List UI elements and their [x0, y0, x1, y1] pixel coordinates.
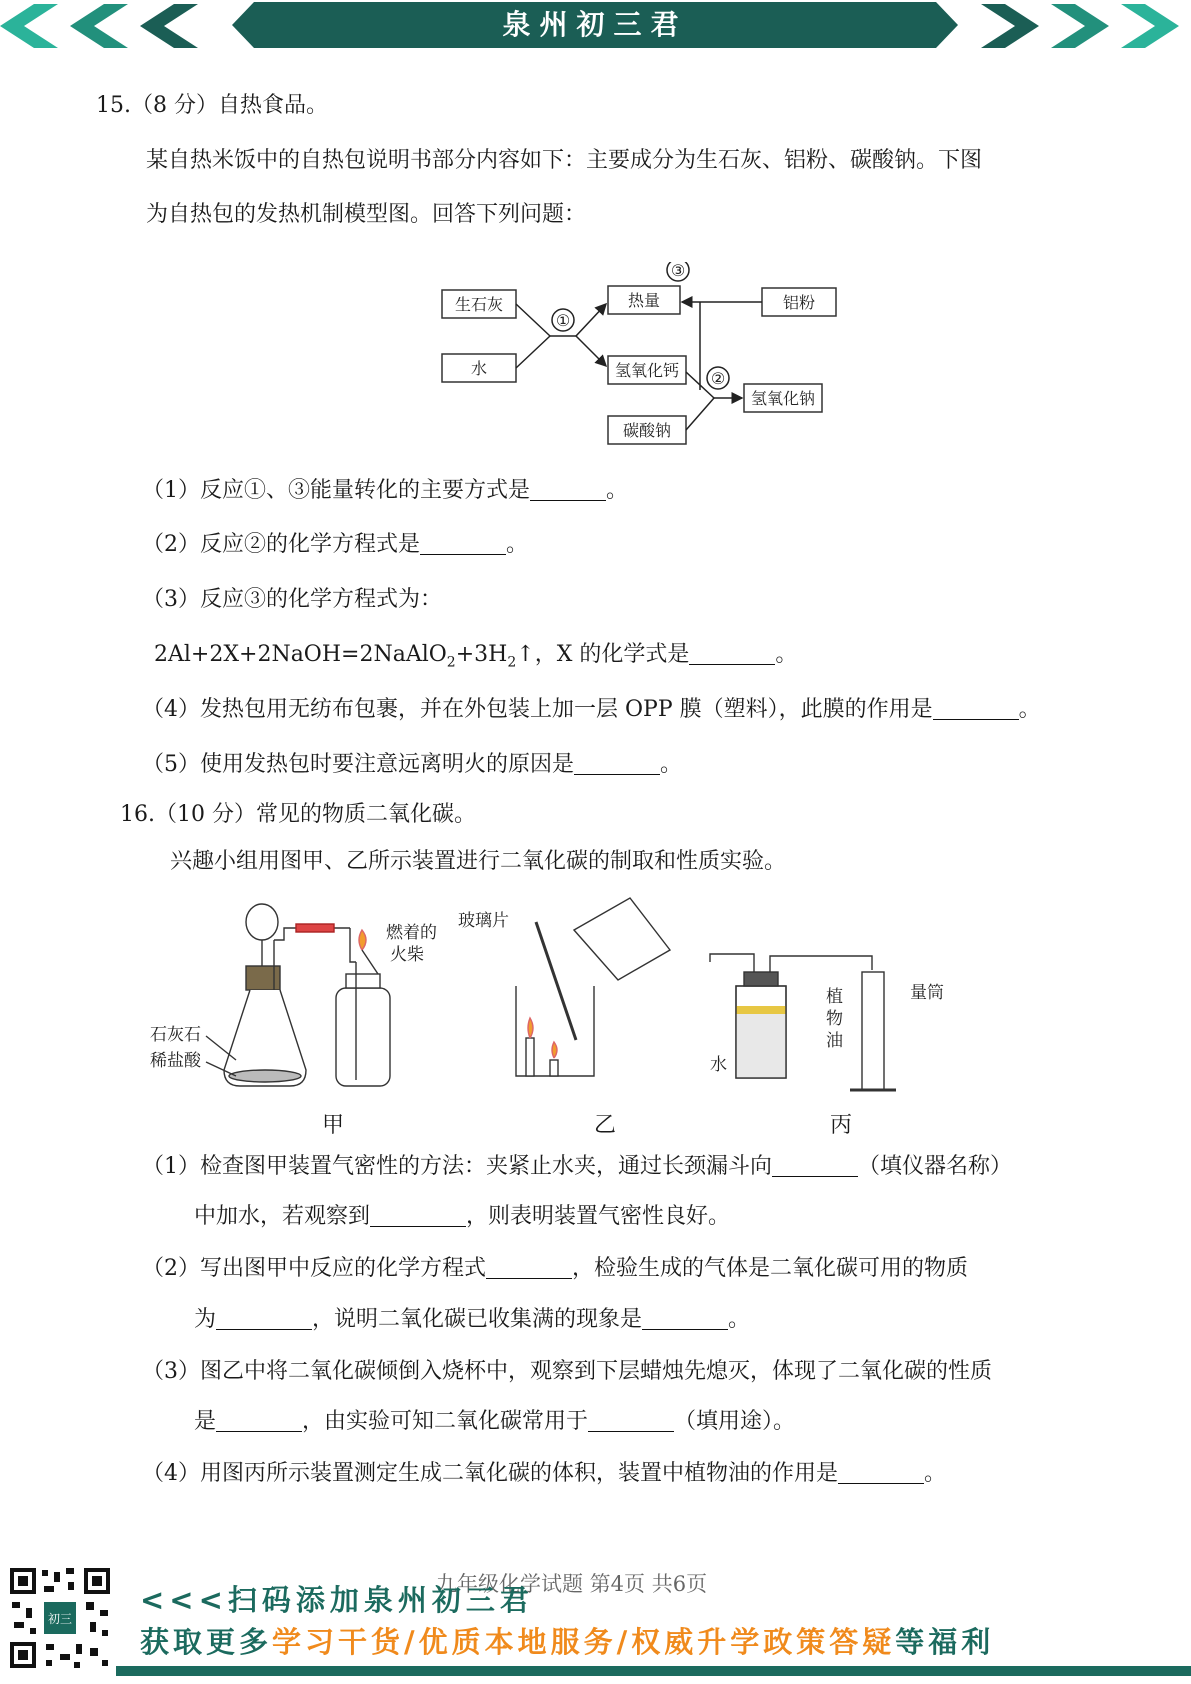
label-dilute-hcl: 稀盐酸 [150, 1051, 201, 1071]
label-caoh: 氢氧化钙 [614, 361, 680, 380]
q16-s3-line2: 是 ，由实验可知二氧化碳常用于 （填用途）。 [194, 1409, 796, 1434]
q15-sub5: （5）使用发热包时要注意远离明火的原因是 。 [142, 752, 683, 777]
answer-blank-16-2c[interactable] [642, 1307, 728, 1330]
answer-blank-16-3b[interactable] [588, 1409, 674, 1432]
caption-jia: 甲 [322, 1113, 345, 1138]
reaction-2-label: ② [710, 369, 726, 388]
label-aluminum: 铝粉 [782, 293, 816, 312]
label-limestone: 石灰石 [150, 1025, 201, 1045]
q15-intro-line1: 某自热米饭中的自热包说明书部分内容如下：主要成分为生石灰、铝粉、碳酸钠。下图 [146, 148, 983, 173]
label-water-bing: 水 [710, 1055, 727, 1075]
q15-sub2: （2）反应②的化学方程式是 。 [142, 532, 529, 557]
answer-blank-15-1[interactable] [530, 478, 606, 501]
left-chevrons-icon [0, 4, 210, 48]
label-heat: 热量 [627, 291, 661, 310]
flask-apparatus-jia [224, 904, 390, 1086]
label-water: 水 [470, 359, 488, 378]
answer-blank-16-2b[interactable] [216, 1307, 312, 1330]
co2-apparatus-figure [150, 890, 980, 1100]
answer-blank-16-2a[interactable] [486, 1256, 572, 1279]
q16-s2-line1: （2）写出图甲中反应的化学方程式 ，检验生成的气体是二氧化碳可用的物质 [142, 1256, 969, 1281]
reaction-1-label: ① [555, 311, 571, 330]
header-title: 泉州初三君 [502, 8, 688, 41]
label-zhi: 植 [826, 987, 843, 1007]
bottle-apparatus-bing [710, 954, 896, 1090]
label-quicklime: 生石灰 [454, 295, 504, 314]
answer-blank-15-3[interactable] [689, 642, 775, 665]
label-na2co3: 碳酸钠 [622, 421, 672, 440]
q16-s1-line2: 中加水，若观察到 ，则表明装置气密性良好。 [194, 1204, 731, 1229]
q16-intro: 兴趣小组用图甲、乙所示装置进行二氧化碳的制取和性质实验。 [170, 849, 787, 874]
label-burning-match: 燃着的 [386, 923, 437, 943]
answer-blank-16-1a[interactable] [772, 1154, 858, 1177]
label-naoh: 氢氧化钠 [750, 389, 816, 408]
right-chevrons-icon [981, 4, 1191, 48]
answer-blank-16-4[interactable] [838, 1461, 924, 1484]
q16-s3-line1: （3）图乙中将二氧化碳倾倒入烧杯中，观察到下层蜡烛先熄灭，体现了二氧化碳的性质 [142, 1359, 992, 1384]
qr-center-label: 初三 [47, 1612, 73, 1626]
beaker-apparatus-yi [516, 898, 670, 1076]
footer-benefits-text: 获取更多学习干货/优质本地服务/权威升学政策答疑等福利 [140, 1625, 995, 1659]
caption-bing: 丙 [830, 1113, 853, 1138]
q15-heading: 15.（8 分）自热食品。 [96, 93, 328, 118]
label-glass-plate: 玻璃片 [458, 911, 509, 931]
qr-code-icon[interactable] [6, 1564, 114, 1672]
q15-sub3: （3）反应③的化学方程式为： [142, 587, 442, 612]
q16-heading: 16.（10 分）常见的物质二氧化碳。 [120, 802, 476, 827]
page-number: 九年级化学试题 第4页 共6页 [436, 1572, 708, 1596]
label-wu: 物 [826, 1009, 843, 1029]
label-you: 油 [826, 1031, 843, 1051]
q15-sub4: （4）发热包用无纺布包裹，并在外包装上加一层 OPP 膜（塑料），此膜的作用是 。 [142, 697, 1041, 722]
q15-equation: $2Al+2X+2NaOH=2NaAlO_2+3H_2↑$，X 的化学式是 。 [154, 642, 798, 671]
label-match: 火柴 [390, 945, 424, 965]
answer-blank-16-3a[interactable] [216, 1409, 302, 1432]
q15-sub1: （1）反应①、③能量转化的主要方式是 。 [142, 478, 629, 503]
header-bar [0, 0, 1191, 52]
label-graduated-cylinder: 量筒 [910, 983, 944, 1003]
q16-s4: （4）用图丙所示装置测定生成二氧化碳的体积，装置中植物油的作用是 。 [142, 1461, 947, 1486]
q15-intro-line2: 为自热包的发热机制模型图。回答下列问题： [146, 202, 587, 227]
answer-blank-15-5[interactable] [574, 752, 660, 775]
reaction-3-label: ③ [670, 262, 686, 280]
q16-s2-line2: 为 ，说明二氧化碳已收集满的现象是 。 [194, 1307, 751, 1332]
footer-scan-text: <<<扫码添加泉州初三君 [140, 1583, 534, 1617]
q16-s1-line1: （1）检查图甲装置气密性的方法：夹紧止水夹，通过长颈漏斗向 （填仪器名称） [142, 1154, 1013, 1179]
footer-bar [116, 1666, 1191, 1676]
heat-mechanism-diagram [430, 262, 850, 452]
answer-blank-15-4[interactable] [933, 697, 1019, 720]
answer-blank-16-1b[interactable] [370, 1204, 466, 1227]
answer-blank-15-2[interactable] [420, 532, 506, 555]
caption-yi: 乙 [594, 1113, 617, 1138]
